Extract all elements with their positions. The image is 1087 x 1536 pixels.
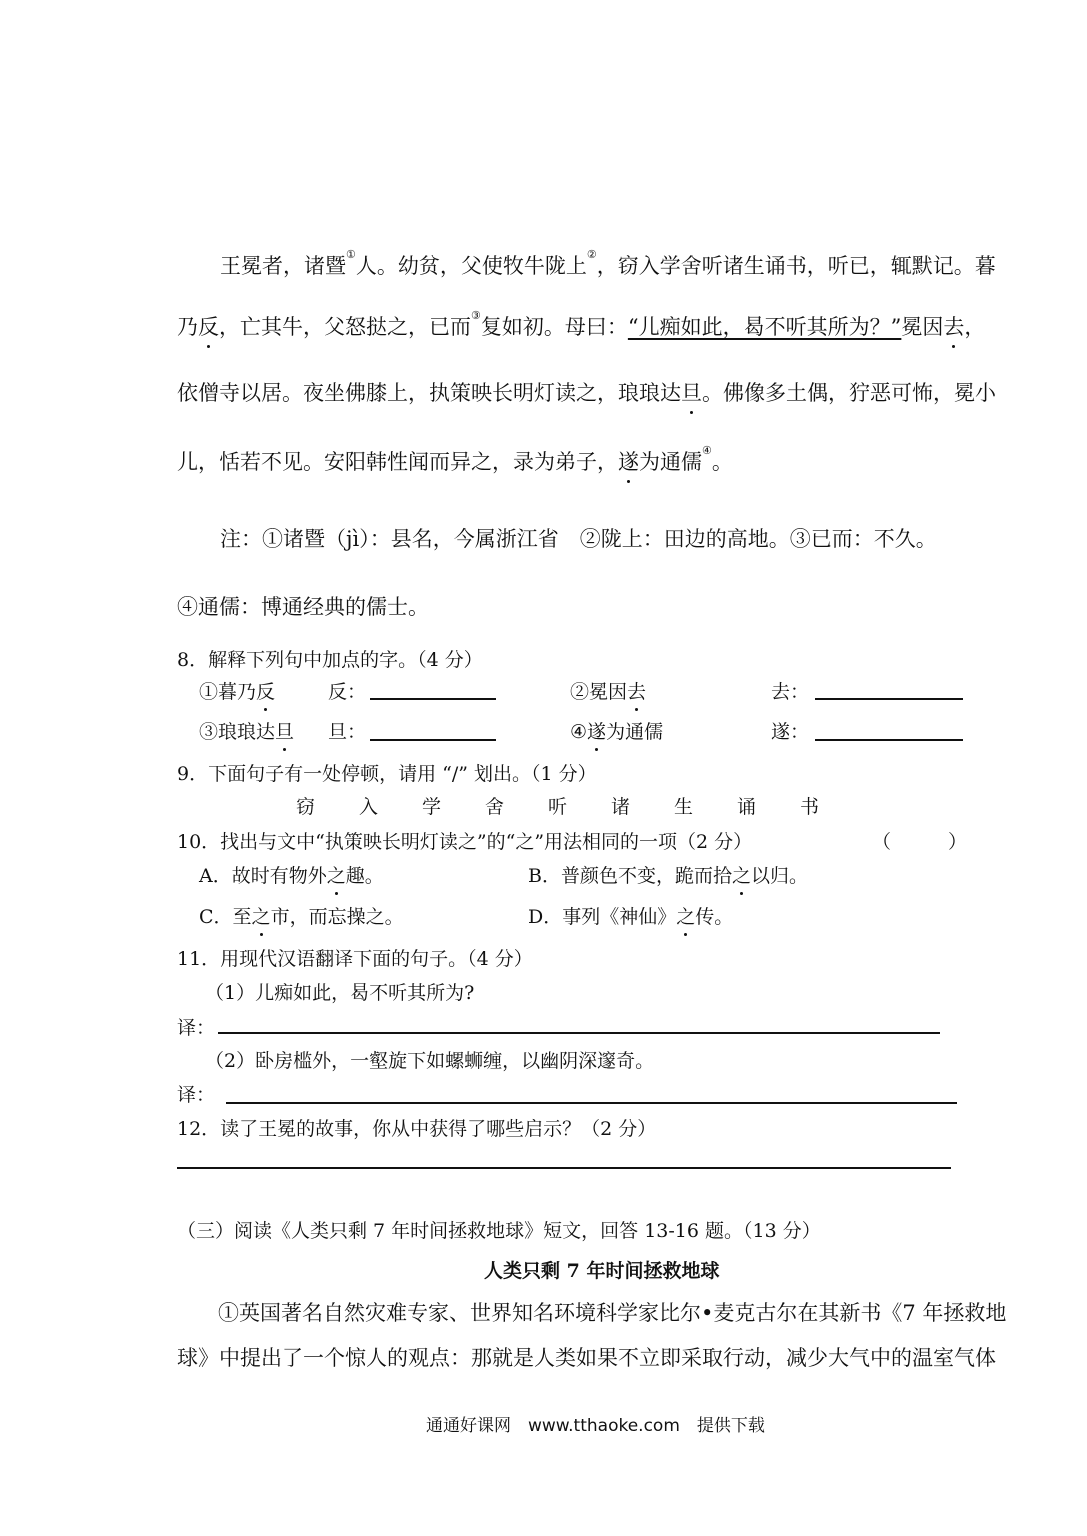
q11-sentence-1: （1）儿痴如此，曷不听其所为? xyxy=(205,982,475,1004)
section3-para1-line1: ①英国著名自然灾难专家、世界知名环境科学家比尔•麦克古尔在其新书《7 年拯救地 xyxy=(218,1301,1007,1325)
q8-item-2-label: 去： xyxy=(771,681,810,703)
q11-translate-label-1: 译： xyxy=(177,1017,216,1039)
q9-char: 诸 xyxy=(611,796,631,818)
q8-answer-line-2[interactable] xyxy=(815,698,963,700)
q8-item-3: ③琅琅达旦 xyxy=(199,717,294,744)
page-footer: 通通好课网 www.tthaoke.com 提供下载 xyxy=(426,1416,765,1436)
q8-item-1: ①暮乃反 xyxy=(199,677,275,704)
section3-para1-line2: 球》中提出了一个惊人的观点：那就是人类如果不立即采取行动，减少大气中的温室气体 xyxy=(177,1346,996,1370)
notes-line-2: ④通儒：博通经典的儒士。 xyxy=(177,595,429,619)
passage-line-2: 乃反，亡其牛，父怒挞之，已而③复如初。母曰：“儿痴如此，曷不听其所为？”冕因去， xyxy=(177,309,986,339)
q8-item-4-label: 遂： xyxy=(771,721,810,743)
q9-sentence[interactable] xyxy=(296,792,863,819)
q12-answer-line[interactable] xyxy=(177,1167,951,1169)
q8-answer-line-1[interactable] xyxy=(370,698,496,700)
q9-char: 入 xyxy=(359,796,379,818)
q8-answer-line-3[interactable] xyxy=(370,739,496,741)
notes-line-1: 注：①诸暨（jì）：县名，今属浙江省 ②陇上：田边的高地。③已而：不久。 xyxy=(220,527,937,551)
q11-translate-label-2: 译： xyxy=(177,1084,216,1106)
q11-answer-line-1[interactable] xyxy=(218,1032,940,1034)
q8-item-3-label: 旦： xyxy=(328,721,367,743)
q10-title: 10．找出与文中“执策映长明灯读之”的“之”用法相同的一项（2 分） xyxy=(177,831,753,853)
q10-option-b[interactable]: B．普颜色不变，跪而拾之以归。 xyxy=(528,861,808,888)
q11-answer-line-2[interactable] xyxy=(226,1102,957,1104)
passage-line-1: 王冕者，诸暨①人。幼贫，父使牧牛陇上②，窃入学舍听诸生诵书，听已，辄默记。暮 xyxy=(220,248,996,278)
underlined-quote: “儿痴如此，曷不听其所为？” xyxy=(627,315,902,339)
q9-char: 书 xyxy=(800,796,820,818)
section3-intro: （三）阅读《人类只剩 7 年时间拯救地球》短文，回答 13-16 题。（13 分） xyxy=(177,1220,821,1242)
q8-item-1-label: 反： xyxy=(328,681,367,703)
q9-char: 学 xyxy=(422,796,442,818)
q9-char: 舍 xyxy=(485,796,505,818)
passage-line-4: 儿，恬若不见。安阳韩性闻而异之，录为弟子，遂为通儒④。 xyxy=(177,444,733,474)
q9-char: 诵 xyxy=(737,796,757,818)
q8-item-4: ④遂为通儒 xyxy=(570,717,663,744)
q10-option-a[interactable]: A．故时有物外之趣。 xyxy=(199,861,384,888)
section3-title: 人类只剩 7 年时间拯救地球 xyxy=(484,1260,720,1282)
q10-answer-paren[interactable]: （ ） xyxy=(872,831,968,853)
q11-sentence-2: （2）卧房槛外，一壑旋下如螺蛳缠，以幽阴深邃奇。 xyxy=(205,1050,655,1072)
q12-title: 12．读了王冕的故事，你从中获得了哪些启示？（2 分） xyxy=(177,1118,657,1140)
q9-title: 9．下面句子有一处停顿，请用 “/” 划出。（1 分） xyxy=(177,763,597,785)
q9-char: 生 xyxy=(674,796,694,818)
q10-option-c[interactable]: C．至之市，而忘操之。 xyxy=(199,902,404,929)
q8-title: 8．解释下列句中加点的字。（4 分） xyxy=(177,649,483,671)
passage-line-3: 依僧寺以居。夜坐佛膝上，执策映长明灯读之，琅琅达旦。佛像多土偶，狞恶可怖，冕小 xyxy=(177,377,996,407)
q10-option-d[interactable]: D．事列《神仙》之传。 xyxy=(528,902,733,929)
q8-item-2: ②冕因去 xyxy=(570,677,646,704)
q9-char: 听 xyxy=(548,796,568,818)
q9-char: 窃 xyxy=(296,796,316,818)
q8-answer-line-4[interactable] xyxy=(815,739,963,741)
q11-title: 11．用现代汉语翻译下面的句子。（4 分） xyxy=(177,948,533,970)
